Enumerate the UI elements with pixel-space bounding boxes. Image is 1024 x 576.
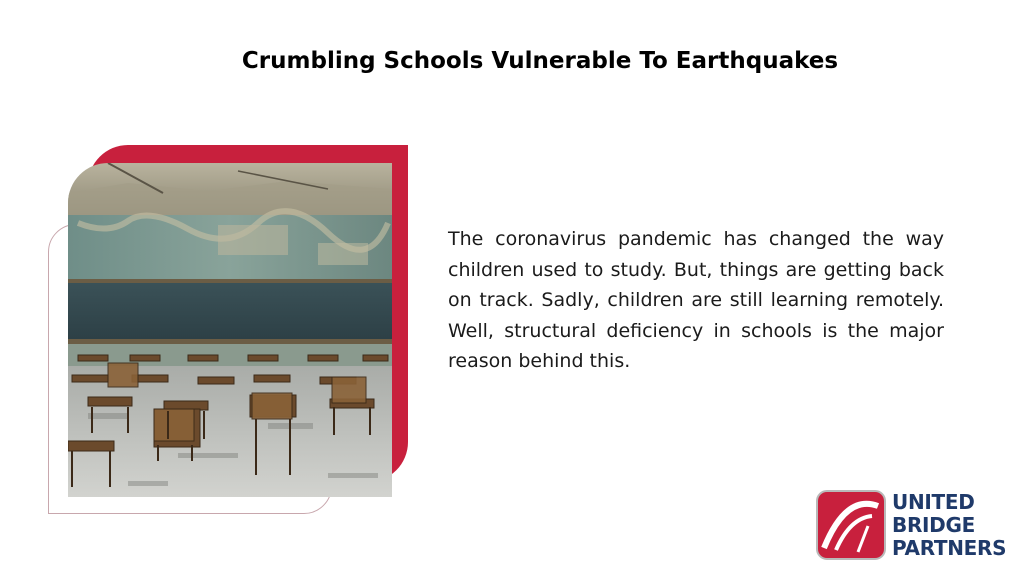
body-paragraph: The coronavirus pandemic has changed the way children used to study. But, things are getting back on track. Sadly, children are still learning remotely. Well, structural deficiency in schools is the major reason behind this. — [448, 228, 944, 372]
bridge-arc-icon — [816, 490, 886, 560]
logo-line-3: PARTNERS — [892, 536, 1007, 560]
logo-line-2: BRIDGE — [892, 513, 975, 537]
classroom-photo — [68, 163, 392, 497]
logo-wordmark — [892, 491, 1006, 560]
company-logo — [816, 487, 1014, 567]
logo-line-1: UNITED — [892, 490, 975, 514]
slide-title: Crumbling Schools Vulnerable To Earthquakes — [241, 48, 839, 74]
